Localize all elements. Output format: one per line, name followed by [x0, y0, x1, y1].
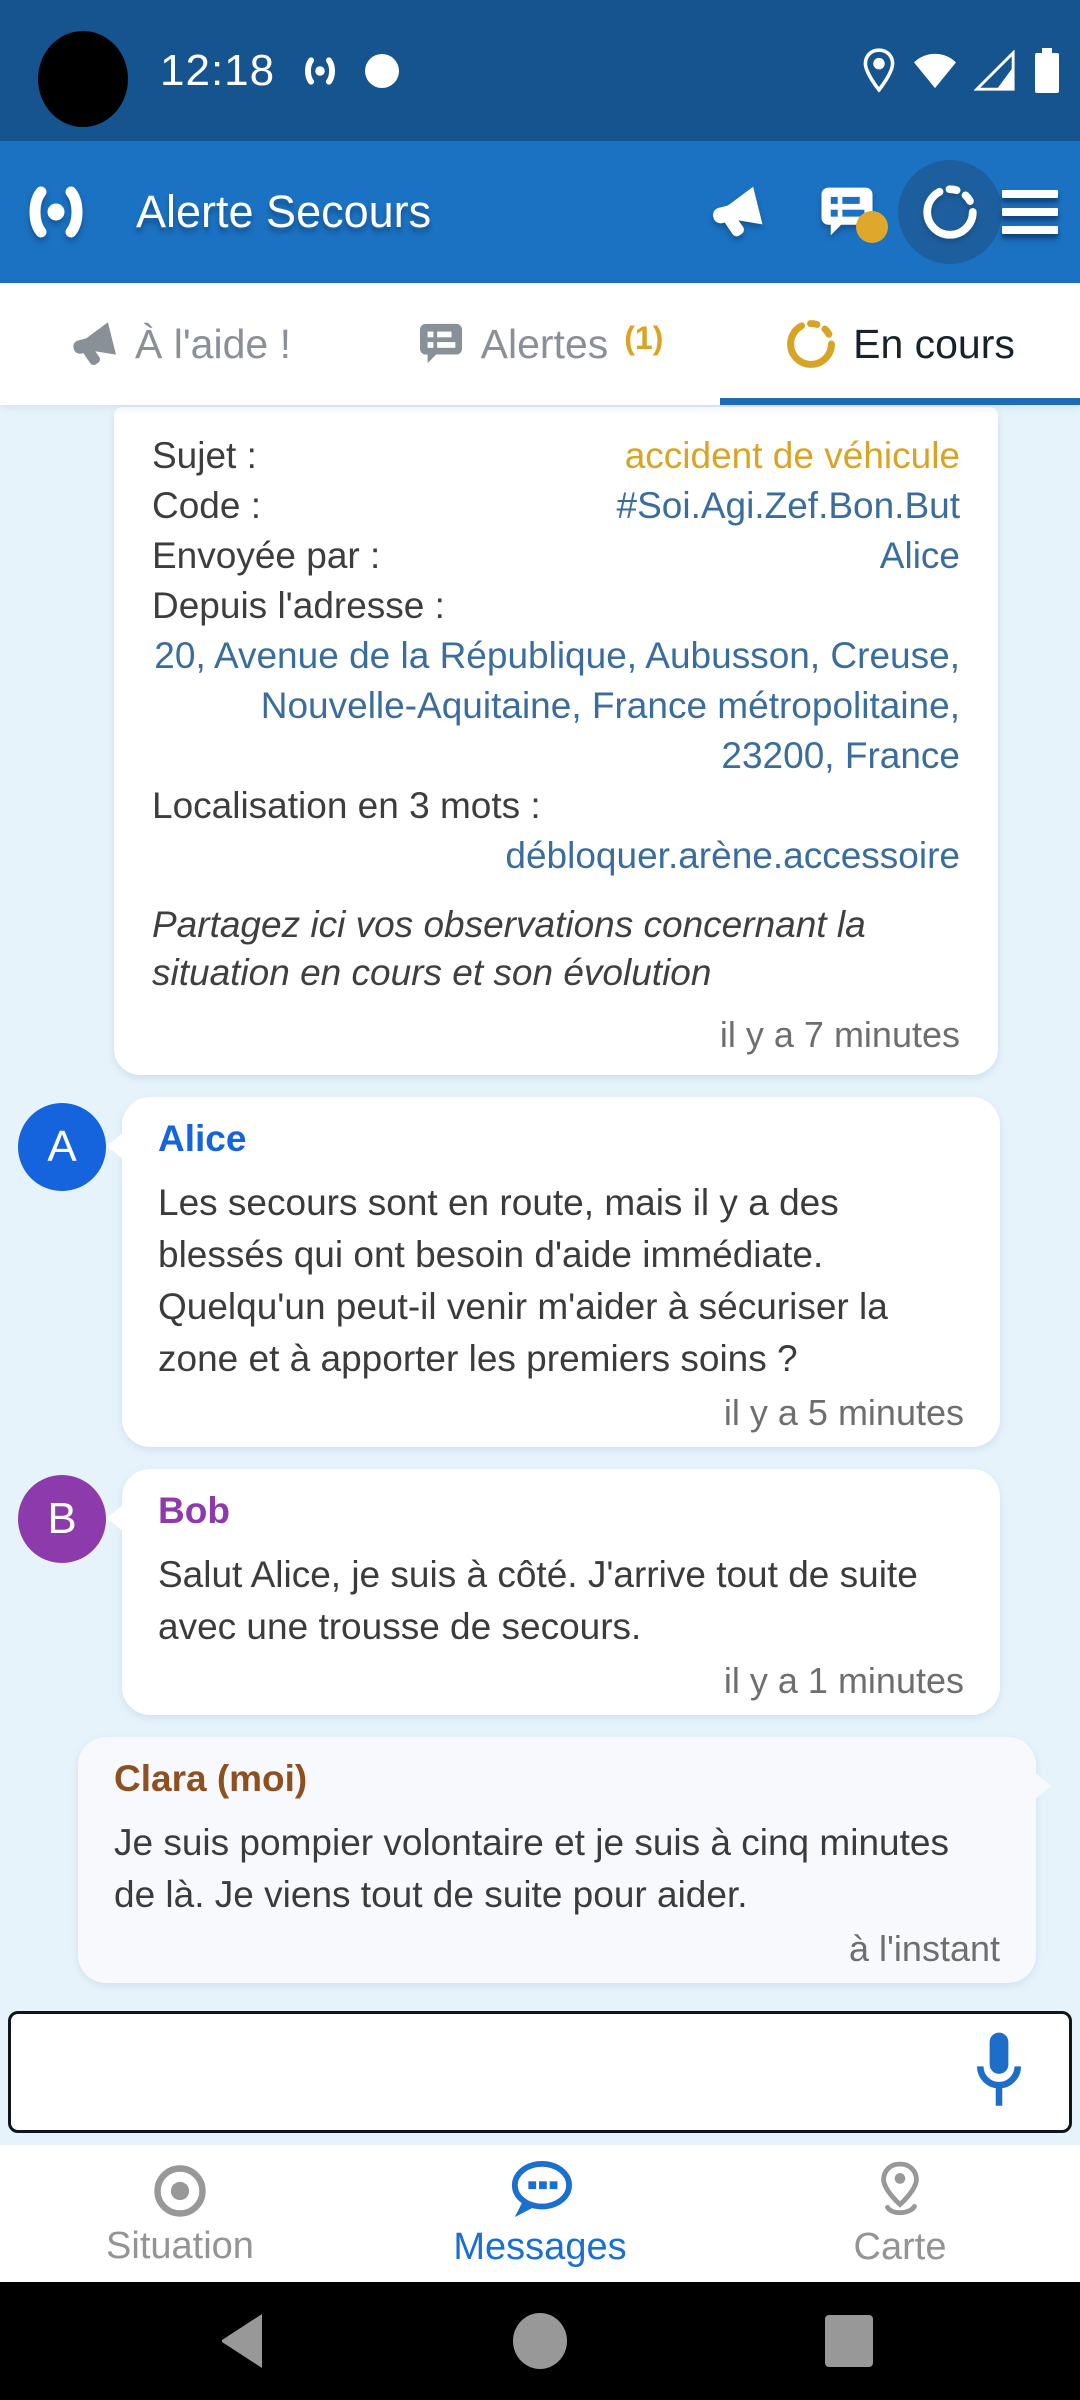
avatar: A [18, 1103, 106, 1191]
message-author: Bob [158, 1490, 230, 1531]
spinner-icon [785, 318, 837, 370]
wifi-icon [912, 52, 958, 90]
observations-hint: Partagez ici vos observations concernant la situation en cours et son évolution [152, 904, 866, 993]
what3words-value[interactable]: débloquer.arène.accessoire [505, 835, 960, 876]
android-back-button[interactable] [210, 2314, 262, 2368]
message-alice [0, 1097, 1080, 1447]
messages-header-button-wrap [818, 185, 876, 239]
address-label: Depuis l'adresse : [152, 585, 445, 626]
message-timestamp: il y a 5 minutes [723, 1392, 964, 1433]
message-list[interactable] [0, 405, 1080, 2001]
nav-messages-label: Messages [453, 2225, 627, 2268]
message-bubble [122, 1097, 1000, 1447]
android-home-button[interactable] [513, 2313, 567, 2369]
location-icon [862, 48, 896, 94]
notification-dot-icon [365, 54, 399, 88]
mic-button[interactable] [969, 2028, 1029, 2116]
sender-row [152, 531, 960, 581]
status-left [160, 46, 399, 96]
subject-row [152, 431, 960, 481]
message-author: Clara (moi) [114, 1758, 308, 1799]
message-bubble [78, 1737, 1036, 1983]
message-author: Alice [158, 1118, 247, 1159]
tab-help[interactable] [0, 283, 360, 405]
code-label: Code : [152, 485, 262, 526]
tab-bar [0, 283, 1080, 405]
message-clara-own [0, 1737, 1080, 1983]
address-value[interactable]: 20, Avenue de la République, Aubusson, Creuse, Nouvelle-Aquitaine, France métropolitaine, 23200, France [154, 635, 960, 776]
composer-box [8, 2011, 1072, 2133]
target-icon [150, 2161, 210, 2221]
status-bar [0, 0, 1080, 141]
nav-messages[interactable] [360, 2159, 720, 2269]
tab-ongoing[interactable] [720, 283, 1080, 405]
unread-badge [856, 211, 888, 243]
nav-situation[interactable] [0, 2160, 360, 2268]
composer-area [0, 2001, 1080, 2145]
battery-icon [1032, 47, 1062, 95]
help-megaphone-button[interactable] [708, 183, 766, 241]
app-header [0, 141, 1080, 283]
message-timestamp: il y a 1 minutes [723, 1660, 964, 1701]
subject-label: Sujet : [152, 435, 257, 476]
nav-situation-label: Situation [106, 2224, 254, 2267]
sender-value[interactable]: Alice [879, 535, 960, 576]
what3words-label: Localisation en 3 mots : [152, 785, 541, 826]
android-recents-button[interactable] [825, 2315, 873, 2367]
sender-label: Envoyée par : [152, 535, 381, 576]
alert-info-card [114, 407, 998, 1075]
code-row [152, 481, 960, 531]
address-row [152, 581, 960, 781]
ongoing-spinner-button[interactable] [898, 160, 1002, 264]
message-text: Je suis pompier volontaire et je suis à cinq minutes de là. Je viens tout de suite pour aider. [114, 1822, 949, 1915]
android-nav-bar [0, 2282, 1080, 2400]
tab-help-label: À l'aide ! [135, 320, 291, 367]
app-title: Alerte Secours [136, 186, 432, 237]
active-tab-indicator [720, 398, 1080, 405]
menu-button[interactable] [1002, 190, 1058, 234]
message-bubble [122, 1469, 1000, 1715]
tab-alerts-label: Alertes [480, 320, 609, 367]
clock: 12:18 [160, 45, 276, 95]
tab-ongoing-label: En cours [853, 320, 1015, 367]
message-timestamp: à l'instant [849, 1928, 1000, 1969]
chat-list-icon [417, 322, 465, 366]
code-value[interactable]: #Soi.Agi.Zef.Bon.But [616, 485, 960, 526]
tab-alerts[interactable] [360, 283, 720, 405]
status-right [862, 0, 1062, 141]
message-text: Salut Alice, je suis à côté. J'arrive tout de suite avec une trousse de secours. [158, 1554, 918, 1647]
map-pin-icon [873, 2160, 927, 2222]
subject-value: accident de véhicule [624, 435, 960, 476]
message-bob [0, 1469, 1080, 1715]
what3words-row [152, 781, 960, 881]
avatar: B [18, 1475, 106, 1563]
camera-cutout [38, 31, 128, 127]
nav-map[interactable] [720, 2159, 1080, 2269]
cell-signal-icon [974, 50, 1016, 92]
message-text: Les secours sont en route, mais il y a des blessés qui ont besoin d'aide immédiate. Quelqu'un peut-il venir m'aider à sécuriser la zone et à apporter les premiers soins ? [158, 1182, 888, 1379]
nav-map-label: Carte [853, 2225, 947, 2268]
alert-timestamp: il y a 7 minutes [719, 1014, 960, 1055]
message-input[interactable] [25, 2024, 889, 2124]
app-logo-icon [24, 180, 88, 244]
bottom-nav [0, 2145, 1080, 2282]
tab-alerts-count: (1) [624, 319, 664, 356]
chat-bubble-icon [505, 2160, 575, 2222]
radio-notification-icon [301, 52, 339, 90]
megaphone-icon [69, 319, 119, 369]
